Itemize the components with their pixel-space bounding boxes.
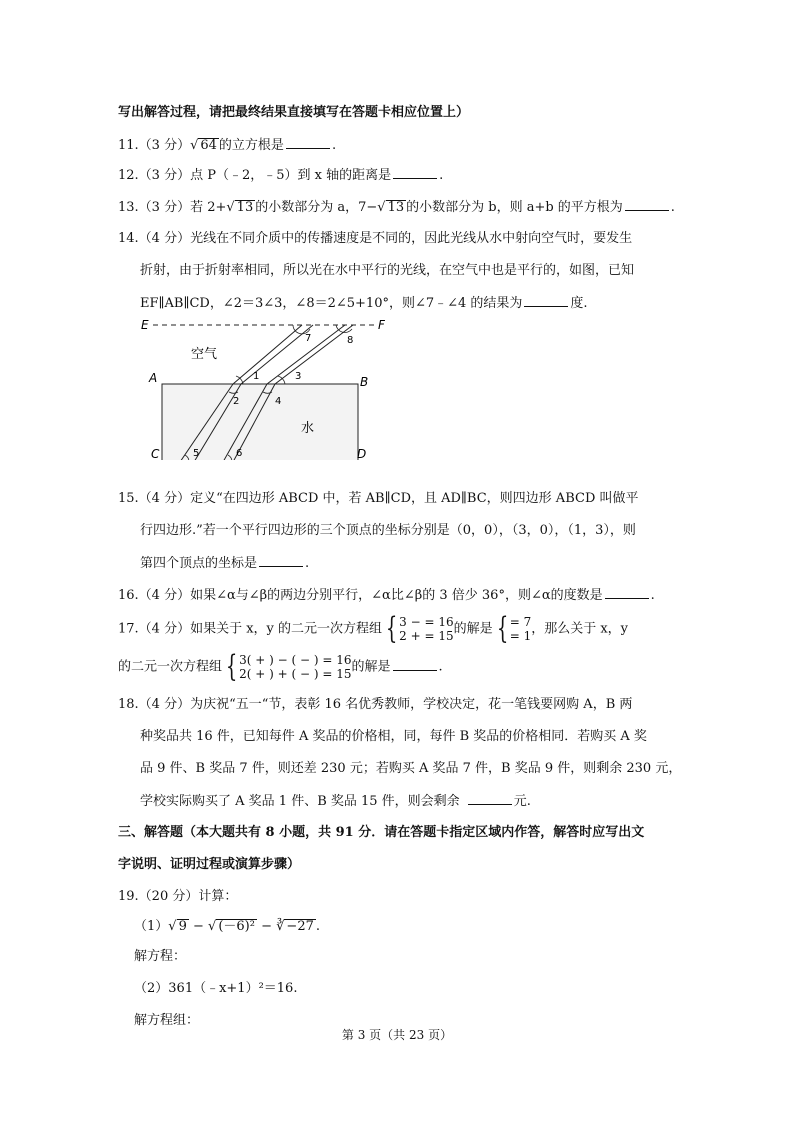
q17-line-2	[118, 649, 443, 684]
angle-label-8: 8	[347, 335, 354, 346]
solution-1-eq-2: = 1	[509, 629, 532, 643]
q11-text: 的立方根是	[218, 138, 284, 153]
angle-label-3: 3	[295, 371, 302, 382]
answer-blank	[625, 198, 669, 211]
q15-line-1: 15.（4 分）定义“在四边形 ABCD 中，若 AB∥CD，且 AD∥BC，则四边形 ABCD 叫做平	[118, 491, 639, 506]
label-d: D	[357, 447, 367, 460]
q17-text-a: 17.（4 分）如果关于 x，y 的二元一次方程组	[118, 621, 383, 637]
solution-1-eq-1: = 7	[509, 615, 532, 629]
answer-blank	[286, 136, 330, 149]
question-11	[118, 136, 336, 155]
q11-radicand: 64	[200, 138, 217, 153]
question-16	[118, 586, 655, 605]
refraction-figure	[135, 312, 395, 460]
answer-blank	[393, 166, 437, 179]
q16-end: .	[650, 588, 655, 603]
section-intro: 写出解答过程，请把最终结果直接填写在答题卡相应位置上）	[118, 105, 470, 120]
q17-text-e: 的解是	[351, 659, 391, 675]
q19-p1-label: （1）	[134, 919, 169, 934]
label-f: F	[378, 318, 385, 332]
q13-part-c: 的小数部分为 b，则 a+b 的平方根为	[406, 200, 623, 215]
equation-system-2	[222, 649, 352, 684]
q15-line-3	[140, 554, 309, 573]
q13-end: .	[670, 200, 675, 215]
sqrt-symbol: √	[377, 200, 386, 215]
q19-p1-end: .	[315, 919, 320, 934]
q17-text-c: ，那么关于 x，y	[531, 621, 629, 637]
q18-line-1: 18.（4 分）为庆祝“五一“节，表彰 16 名优秀教师，学校决定，花一笔钱要网购 A，B 两	[118, 697, 633, 712]
angle-label-1: 1	[253, 371, 260, 382]
system-1-eq-2: 2 + = 15	[399, 629, 454, 643]
q11-end: .	[331, 138, 337, 153]
system-1-eq-1: 3 − = 16	[399, 615, 454, 629]
q15-line-2: 行四边形.”若一个平行四边形的三个顶点的坐标分别是（0，0），（3，0），（1，3），则	[140, 523, 636, 538]
sqrt-symbol: √	[190, 138, 199, 153]
q12-end: .	[439, 168, 444, 183]
answer-blank	[259, 554, 303, 567]
label-a: A	[149, 371, 158, 385]
angle-label-6: 6	[236, 448, 243, 459]
q18-line-2: 种奖品共 16 件，已知每件 A 奖品的价格相，同，每件 B 奖品的价格相同．若购买 A 奖	[140, 729, 647, 744]
q15-end: .	[305, 556, 310, 571]
q17-text-b: 的解是	[453, 621, 493, 637]
answer-blank	[524, 294, 568, 307]
brace: {	[496, 611, 508, 646]
angle-label-7: 7	[305, 333, 312, 344]
label-water: 水	[301, 421, 315, 436]
q19-title: 19.（20 分）计算：	[118, 889, 238, 904]
q19-part-1	[134, 918, 320, 936]
q14-line-3	[140, 294, 588, 313]
q18-line-4	[140, 792, 531, 811]
ray-1-air	[233, 325, 302, 384]
angle-label-4: 4	[275, 396, 282, 407]
q18-end: 元.	[513, 794, 531, 809]
answer-blank	[393, 658, 437, 671]
system-2-eq-1: 3( + ) − ( − ) = 16	[239, 653, 352, 667]
section-3-line-1: 三、解答题（本大题共有 8 小题，共 91 分．请在答题卡指定区域内作答，解答时应写出文	[118, 825, 645, 840]
label-e: E	[141, 318, 149, 332]
minus-cuberoot: − ∛	[256, 919, 285, 934]
q14-condition: EF∥AB∥CD，∠2＝3∠3，∠8＝2∠5+10°，则∠7﹣∠4 的结果为	[140, 296, 523, 311]
q19-radicand-2: (－6)²	[218, 919, 255, 934]
q11-number: 11.（3 分）	[118, 138, 191, 153]
q18-text: 学校实际购买了 A 奖品 1 件、B 奖品 15 件，则会剩余	[140, 794, 460, 809]
system-2-eq-2: 2( + ) + ( − ) = 15	[239, 667, 352, 681]
q14-line-2: 折射，由于折射率相同，所以光在水中平行的光线，在空气中也是平行的，如图，已知	[140, 263, 635, 278]
solve-system-label: 解方程组：	[134, 1013, 200, 1028]
sqrt-symbol: √	[168, 919, 177, 934]
equation-system-1	[382, 611, 454, 646]
sqrt-symbol: √	[226, 200, 235, 215]
q19-radicand-1: 9	[178, 919, 187, 934]
q13-part-b: 的小数部分为 a，7−	[255, 200, 378, 215]
minus-sign: −	[188, 919, 209, 934]
q14-line-1: 14.（4 分）光线在不同介质中的传播速度是不同的，因此光线从水中射向空气时，要发生	[118, 231, 633, 246]
q13-part-a: 13.（3 分）若 2+	[118, 200, 227, 215]
sqrt-symbol: √	[208, 919, 217, 934]
label-c: C	[151, 447, 160, 460]
angle-label-5: 5	[193, 448, 200, 459]
brace: {	[225, 649, 238, 684]
q19-radicand-3: −27	[286, 919, 314, 934]
q14-end: 度.	[570, 296, 588, 311]
page-footer: 第 3 页（共 23 页）	[341, 1028, 453, 1042]
answer-blank	[605, 586, 649, 599]
q12-text: 12.（3 分）点 P（﹣2，﹣5）到 x 轴的距离是	[118, 168, 392, 183]
q17-line-1	[118, 611, 629, 646]
brace: {	[385, 611, 398, 646]
q18-line-3: 品 9 件、B 奖品 7 件，则还差 230 元；若购买 A 奖品 7 件，B 奖品 9 件，则剩余 230 元，	[140, 761, 682, 776]
answer-blank	[468, 792, 512, 805]
angle-label-2: 2	[233, 396, 240, 407]
question-12	[118, 166, 443, 185]
solution-system-1	[493, 611, 532, 646]
q17-end: .	[438, 659, 443, 675]
section-3-line-2: 字说明、证明过程或演算步骤）	[118, 857, 301, 872]
q13-radicand-2: 13	[387, 200, 405, 215]
q15-text: 第四个顶点的坐标是	[140, 556, 258, 571]
q13-radicand-1: 13	[236, 200, 254, 215]
label-air: 空气	[191, 347, 218, 362]
ray-2b-air	[275, 325, 353, 384]
solve-equation-label: 解方程：	[134, 949, 187, 964]
question-13	[118, 198, 675, 217]
q16-text: 16.（4 分）如果∠α与∠β的两边分别平行，∠α比∠β的 3 倍少 36°，则∠α的度数是	[118, 588, 603, 603]
label-b: B	[360, 375, 369, 389]
q17-text-d: 的二元一次方程组	[118, 659, 223, 675]
q19-part-2: （2）361（﹣x+1）²＝16.	[134, 981, 298, 996]
